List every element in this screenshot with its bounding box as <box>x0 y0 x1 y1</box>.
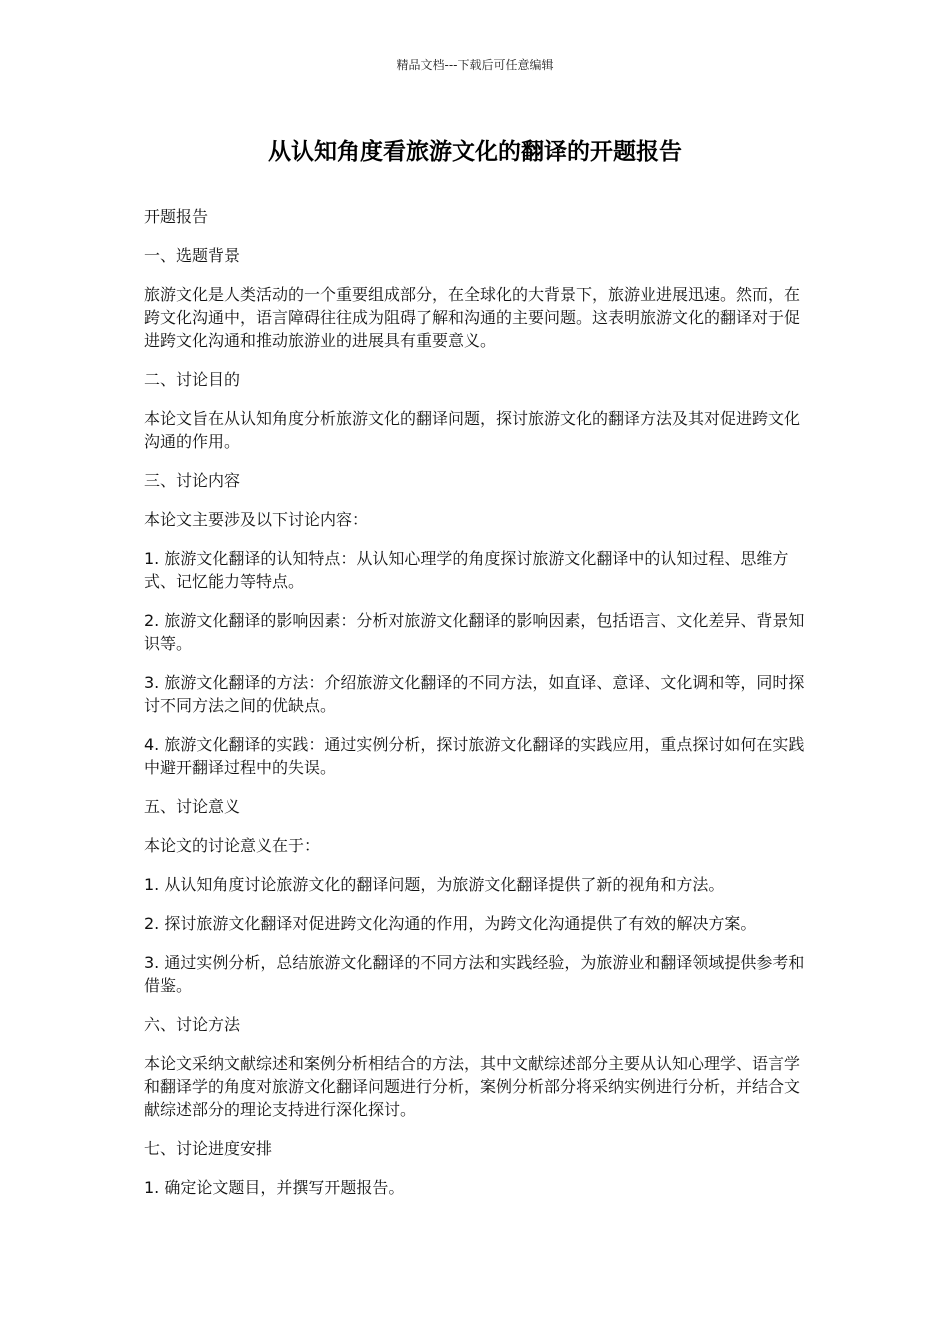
paragraph-significance-intro: 本论文的讨论意义在于： <box>144 836 321 855</box>
section-heading-method: 六、讨论方法 <box>144 1015 241 1034</box>
section-heading-content: 三、讨论内容 <box>144 471 241 490</box>
paragraph-background: 旅游文化是人类活动的一个重要组成部分，在全球化的大背景下，旅游业进展迅速。然而，在跨文化沟通中，语言障碍往往成为阻碍了解和沟通的主要问题。这表明旅游文化的翻译对于促进跨文化沟通和推动旅游业的进展具有重要意义。 <box>144 285 801 350</box>
list-item: 2. 探讨旅游文化翻译对促进跨文化沟通的作用，为跨文化沟通提供了有效的解决方案。 <box>144 914 757 933</box>
paragraph-method: 本论文采纳文献综述和案例分析相结合的方法，其中文献综述部分主要从认知心理学、语言学和翻译学的角度对旅游文化翻译问题进行分析，案例分析部分将采纳实例进行分析，并结合文献综述部分的理论支持进行深化探讨。 <box>144 1054 801 1119</box>
report-label: 开题报告 <box>144 207 209 226</box>
document-title: 从认知角度看旅游文化的翻译的开题报告 <box>268 139 682 165</box>
section-heading-background: 一、选题背景 <box>144 246 241 265</box>
section-heading-schedule: 七、讨论进度安排 <box>144 1139 273 1158</box>
section-heading-significance: 五、讨论意义 <box>144 797 241 816</box>
list-item: 1. 从认知角度讨论旅游文化的翻译问题，为旅游文化翻译提供了新的视角和方法。 <box>144 875 725 894</box>
list-item: 3. 通过实例分析，总结旅游文化翻译的不同方法和实践经验，为旅游业和翻译领域提供参考和借鉴。 <box>144 953 805 995</box>
list-item: 1. 旅游文化翻译的认知特点：从认知心理学的角度探讨旅游文化翻译中的认知过程、思维方式、记忆能力等特点。 <box>144 549 789 591</box>
list-item: 4. 旅游文化翻译的实践：通过实例分析，探讨旅游文化翻译的实践应用，重点探讨如何在实践中避开翻译过程中的失误。 <box>144 735 805 777</box>
paragraph-purpose: 本论文旨在从认知角度分析旅游文化的翻译问题，探讨旅游文化的翻译方法及其对促进跨文化沟通的作用。 <box>144 409 801 451</box>
page-header: 精品文档---下载后可任意编辑 <box>396 58 554 72</box>
paragraph-content-intro: 本论文主要涉及以下讨论内容： <box>144 510 369 529</box>
list-item: 1. 确定论文题目，并撰写开题报告。 <box>144 1178 405 1197</box>
list-item: 2. 旅游文化翻译的影响因素：分析对旅游文化翻译的影响因素，包括语言、文化差异、背景知识等。 <box>144 611 805 653</box>
document-body <box>144 205 812 1215</box>
section-heading-purpose: 二、讨论目的 <box>144 370 241 389</box>
list-item: 3. 旅游文化翻译的方法：介绍旅游文化翻译的不同方法，如直译、意译、文化调和等，同时探讨不同方法之间的优缺点。 <box>144 673 805 715</box>
